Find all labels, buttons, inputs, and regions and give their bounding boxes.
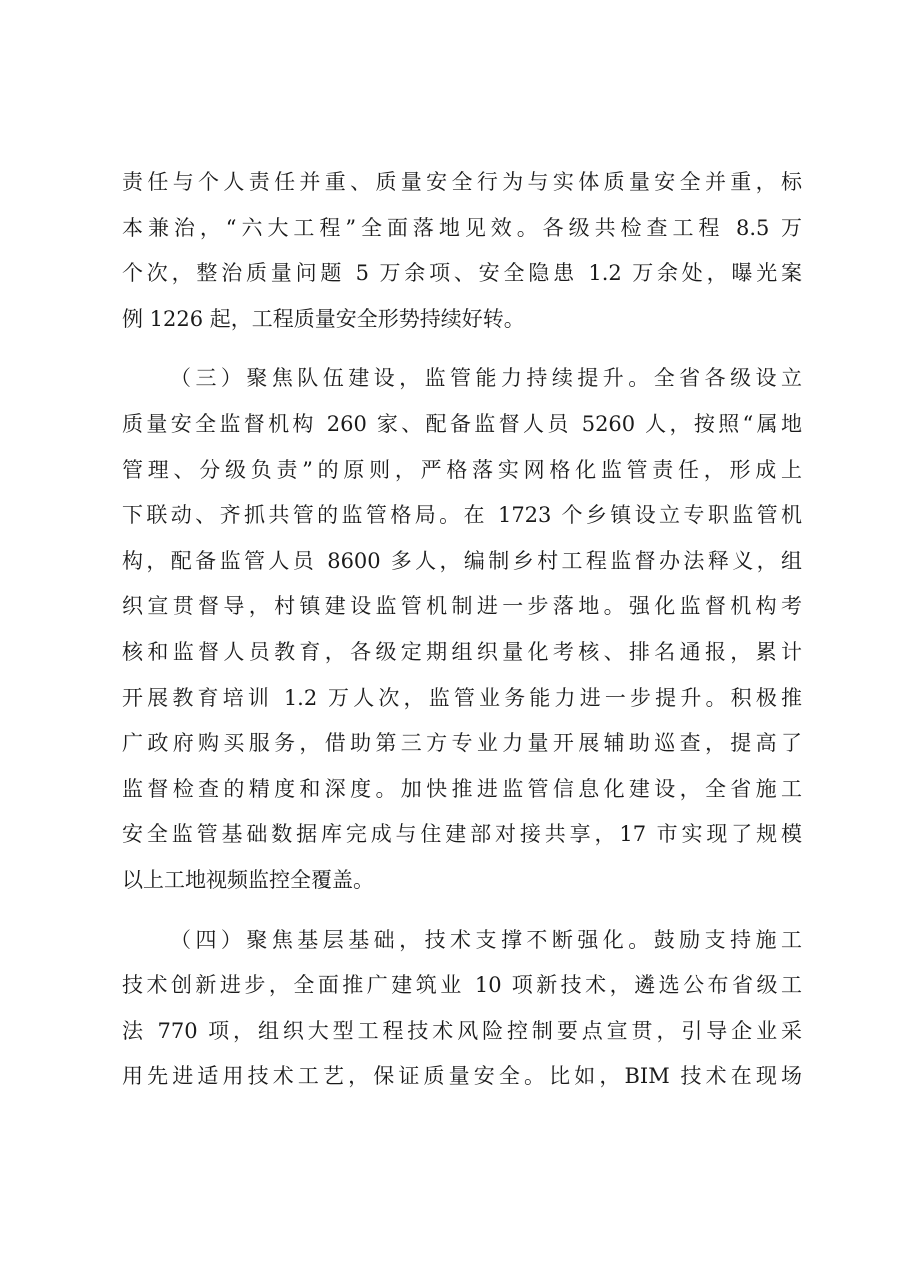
text-line: 管理、分级负责”的原则，严格落实网格化监管责任，形成上 xyxy=(122,457,802,482)
paragraph-2 xyxy=(122,356,802,903)
text-line: 责任与个人责任并重、质量安全行为与实体质量安全并重，标 xyxy=(122,170,802,194)
text-line: 安全监管基础数据库完成与住建部对接共享，17 市实现了规模 xyxy=(122,822,802,847)
text-line: 构，配备监管人员 8600 多人，编制乡村工程监督办法释义，组 xyxy=(122,548,802,573)
text-line: 核和监督人员教育，各级定期组织量化考核、排名通报，累计 xyxy=(122,639,802,664)
text-line: 技术创新进步，全面推广建筑业 10 项新技术，遴选公布省级工 xyxy=(122,973,802,998)
paragraph-gap xyxy=(122,342,802,356)
text-line: 个次，整治质量问题 5 万余项、安全隐患 1.2 万余处，曝光案 xyxy=(122,261,802,286)
text-line: 开展教育培训 1.2 万人次，监管业务能力进一步提升。积极推 xyxy=(122,685,802,710)
text-line: （三）聚焦队伍建设，监管能力持续提升。全省各级设立 xyxy=(170,366,802,391)
document-body xyxy=(122,160,802,1100)
text-line: 以上工地视频监控全覆盖。 xyxy=(122,867,374,892)
paragraph-1 xyxy=(122,160,802,342)
text-line: 监督检查的精度和深度。加快推进监管信息化建设，全省施工 xyxy=(122,776,802,801)
text-line: 下联动、齐抓共管的监管格局。在 1723 个乡镇设立专职监管机 xyxy=(122,503,802,528)
text-line: 例 1226 起，工程质量安全形势持续好转。 xyxy=(122,306,525,331)
text-line: 质量安全监督机构 260 家、配备监督人员 5260 人，按照“属地 xyxy=(122,411,802,436)
paragraph-gap xyxy=(122,904,802,918)
text-line: 法 770 项，组织大型工程技术风险控制要点宣贯，引导企业采 xyxy=(122,1018,802,1043)
text-line: 用先进适用技术工艺，保证质量安全。比如，BIM 技术在现场 xyxy=(122,1064,802,1089)
text-line: 广政府购买服务，借助第三方专业力量开展辅助巡查，提高了 xyxy=(122,731,802,756)
text-line: （四）聚焦基层基础，技术支撑不断强化。鼓励支持施工 xyxy=(170,927,802,952)
paragraph-3 xyxy=(122,918,802,1100)
text-line: 织宣贯督导，村镇建设监管机制进一步落地。强化监督机构考 xyxy=(122,594,802,619)
text-line: 本兼治，“六大工程”全面落地见效。各级共检查工程 8.5 万 xyxy=(122,215,802,240)
